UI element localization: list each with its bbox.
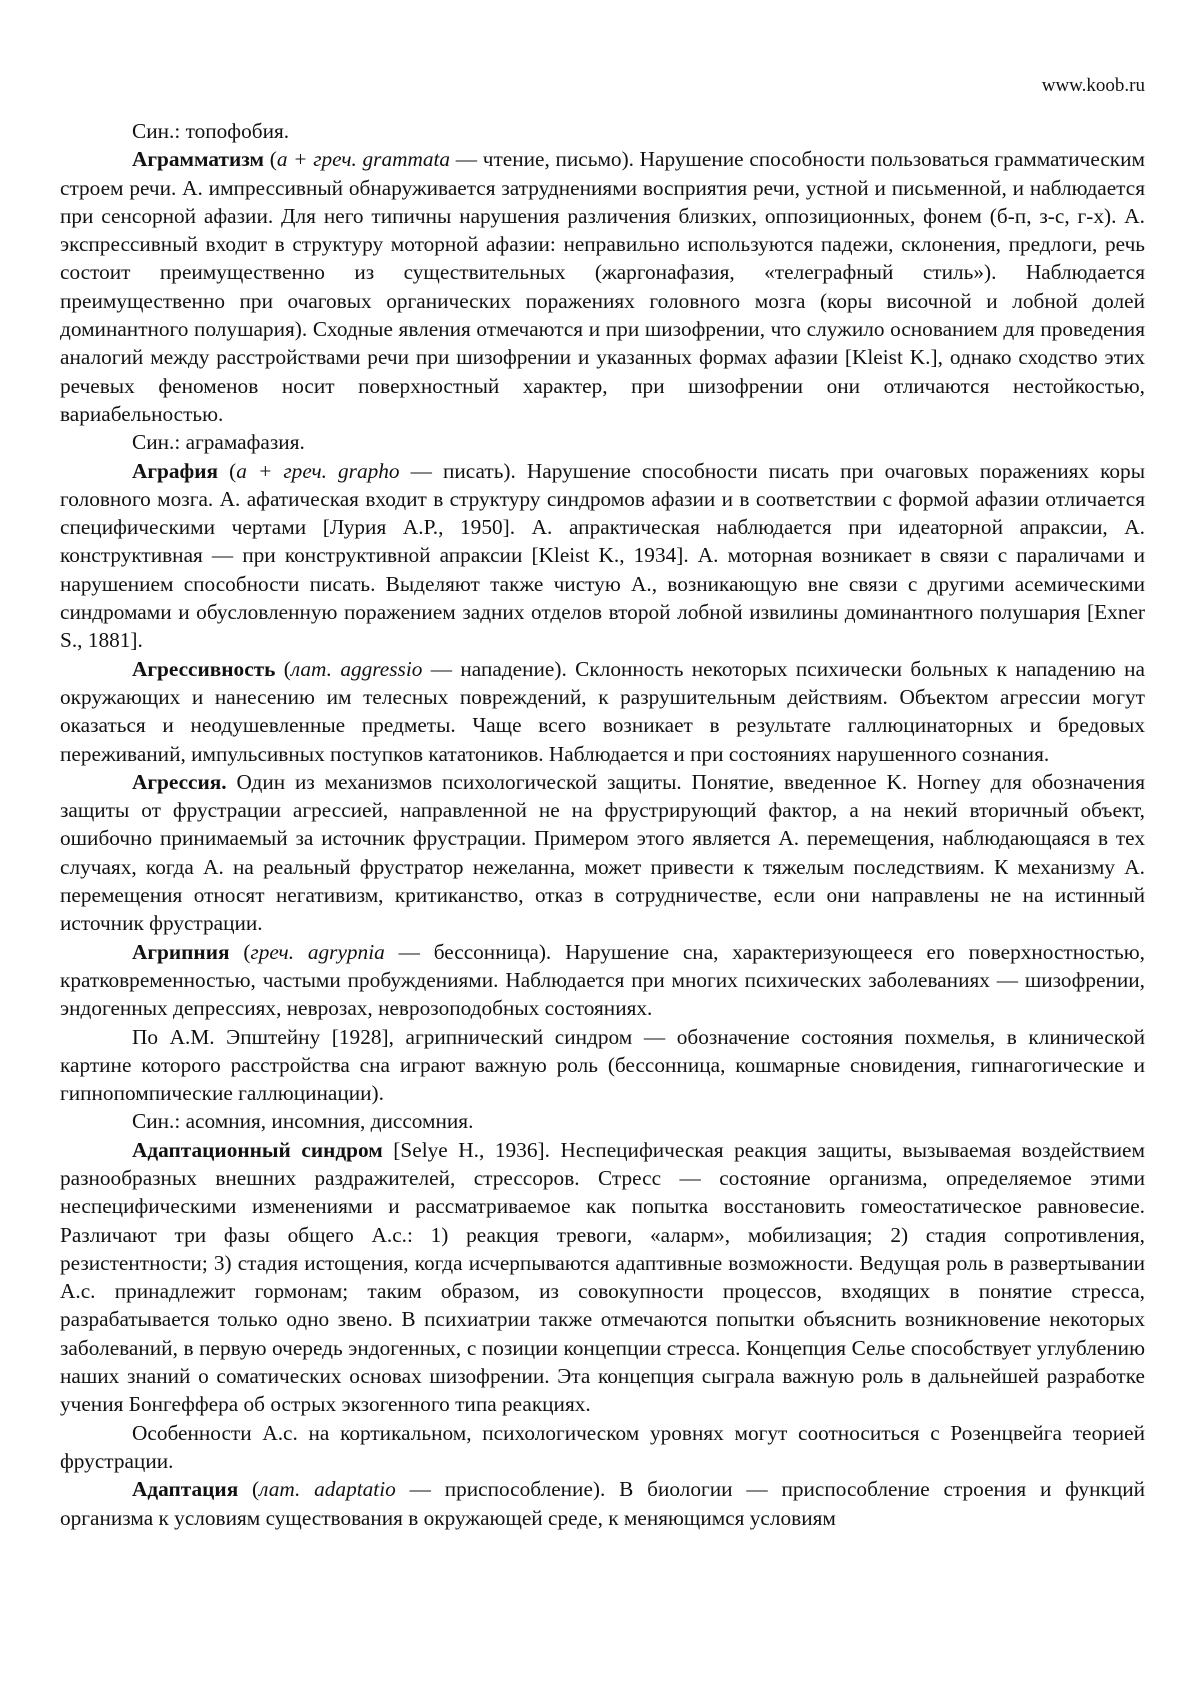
- definition-text: — писать). Нарушение способности писать при очаговых поражениях коры головного мозга. А. афатическая входит в структуру синдромов афазии и в соответствии с формой афазии отличается специфическими чертами [Лурия А.Р., 1950]. А. апрактическая наблюдается при идеаторной апраксии, А. конструктивная — при конструктивной апраксии [Kleist K., 1934]. А. моторная возникает в связи с параличами и нарушением способности писать. Выделяют также чистую А., возникающую вне связи с другими асемическими синдромами и обусловленную поражением задних отделов второй лобной извилины доминантного полушария [Exner S., 1881].: [60, 458, 1146, 653]
- text-run: (: [264, 147, 277, 172]
- term-agrammatism: Аграмматизм: [132, 147, 265, 172]
- text-run: (: [218, 458, 237, 483]
- term-agrypnia: Агрипния: [132, 939, 230, 964]
- text-run: Син.: топофобия.: [132, 119, 290, 143]
- text-run: По А.М. Эпштейну [1928], агрипнический синдром — обозначение состояния похмелья, в клинической картине которого расстройства сна играют важную роль (бессонница, кошмарные сновидения, гипнагогические и гипнопомпические галлюцинации).: [60, 1024, 1145, 1106]
- paragraph-aggression: [60, 768, 1145, 938]
- paragraph-adaptation-syndrome-features: [60, 1419, 1145, 1476]
- term-aggressiveness: Агрессивность: [132, 656, 276, 681]
- definition-text: — приспособление). В биологии — приспособление строения и функций организма к условиям существования в окружающей среде, к меняющимся условиям: [60, 1477, 1146, 1530]
- header-url: www.koob.ru: [1041, 75, 1145, 96]
- definition-text: — чтение, письмо). Нарушение способности пользоваться грамматическим строем речи. А. импрессивный обнаруживается затруднениями восприятия речи, устной и письменной, и наблюдается при сенсорной афазии. Для него типичны нарушения различения близких, оппозиционных, фонем (б-п, з-с, г-х). А. экспрессивный входит в структуру моторной афазии: неправильно используются падежи, склонения, предлоги, речь состоит преимущественно из существительных (жаргонафазия, «телеграфный стиль»). Наблюдается преимущественно при очаговых органических поражениях головного мозга (коры височной и лобной долей доминантного полушария). Сходные явления отмечаются и при шизофрении, что служило основанием для проведения аналогий между расстройствами речи при шизофрении и указанных формах афазии [Kleist K.], однако сходство этих речевых феноменов носит поверхностный характер, при шизофрении они отличаются нестойкостью, вариабельностью.: [60, 147, 1145, 426]
- paragraph-adaptation: [60, 1475, 1145, 1532]
- text-run: (: [238, 1477, 260, 1502]
- definition-text: — нападение). Склонность некоторых психически больных к нападению на окружающих и нанесению им телесных повреждений, к разрушительным действиям. Объектом агрессии могут оказаться и неодушевленные предметы. Чаще всего возникает в результате галлюцинаторных и бредовых переживаний, импульсивных поступков кататоников. Наблюдается и при состояниях нарушенного сознания.: [60, 656, 1145, 766]
- paragraph-syn-agramaphasia: [60, 428, 1145, 456]
- paragraph-syn-topophobia: [60, 117, 1145, 145]
- paragraph-aggressiveness: [60, 655, 1145, 768]
- paragraph-syn-asomnia: [60, 1107, 1145, 1135]
- term-aggression: Агрессия.: [132, 769, 227, 794]
- definition-text: Один из механизмов психологической защиты. Понятие, введенное K. Horney для обозначения защиты от фрустрации агрессией, направленной не на фрустрирующий фактор, а на некий вторичный объект, ошибочно принимаемый за источник фрустрации. Примером этого является А. перемещения, наблюдающаяся в тех случаях, когда А. на реальный фрустратор нежеланна, может привести к тяжелым последствиям. К механизму А. перемещения относят негативизм, критиканство, отказ в сотрудничестве, если они направлены не на истинный источник фрустрации.: [60, 769, 1145, 936]
- paragraph-agrammatism: [60, 145, 1145, 428]
- text-run: Син.: аграмафазия.: [132, 430, 305, 455]
- text-run: (: [229, 939, 251, 964]
- text-run: (: [275, 656, 291, 681]
- term-adaptation-syndrome: Адаптационный синдром: [132, 1137, 383, 1162]
- definition-text: [Selye H., 1936]. Неспецифическая реакция защиты, вызываемая воздействием разнообразных внешних раздражителей, стрессоров. Стресс — состояние организма, определяемое этими неспецифическими изменениями и рассматриваемое как попытка восстановить гомеостатическое равновесие. Различают три фазы общего А.с.: 1) реакция тревоги, «аларм», мобилизация; 2) стадия сопротивления, резистентности; 3) стадия истощения, когда исчерпываются адаптивные возможности. Ведущая роль в развертывании А.с. принадлежит гормонам; таким образом, из совокупности процессов, входящих в понятие стресса, разрабатывается только одно звено. В психиатрии также отмечаются попытки объяснить возникновение некоторых заболеваний, в первую очередь эндогенных, с позиции концепции стресса. Концепция Селье способствует углублению наших знаний о соматических основах шизофрении. Эта концепция сыграла важную роль в дальнейшей разработке учения Бонгеффера об острых экзогенного типа реакциях.: [60, 1137, 1145, 1417]
- paragraph-adaptation-syndrome: [60, 1136, 1145, 1419]
- paragraph-epstein: [60, 1023, 1145, 1108]
- text-run: Син.: асомния, инсомния, диссомния.: [132, 1109, 474, 1134]
- etymology: а + греч. grapho: [236, 458, 400, 483]
- etymology: а + греч. grammata: [276, 147, 451, 172]
- paragraph-agrypnia: [60, 938, 1145, 1023]
- definition-text: — бессонница). Нарушение сна, характеризующееся его поверхностностью, кратковременностью, частыми пробуждениями. Наблюдается при многих психических заболеваниях — шизофрении, эндогенных депрессиях, неврозах, неврозоподобных состояниях.: [60, 939, 1145, 1021]
- term-adaptation: Адаптация: [132, 1477, 239, 1502]
- document-body: [60, 117, 1145, 1532]
- term-agraphia: Аграфия: [132, 458, 219, 483]
- text-run: Особенности А.с. на кортикальном, психологическом уровнях могут соотноситься с Розенцвейга теорией фрустрации.: [60, 1420, 1145, 1473]
- etymology: лат. aggressio: [290, 656, 423, 681]
- paragraph-agraphia: [60, 457, 1145, 655]
- etymology: греч. agrypnia: [250, 939, 385, 964]
- etymology: лат. adaptatio: [259, 1477, 396, 1502]
